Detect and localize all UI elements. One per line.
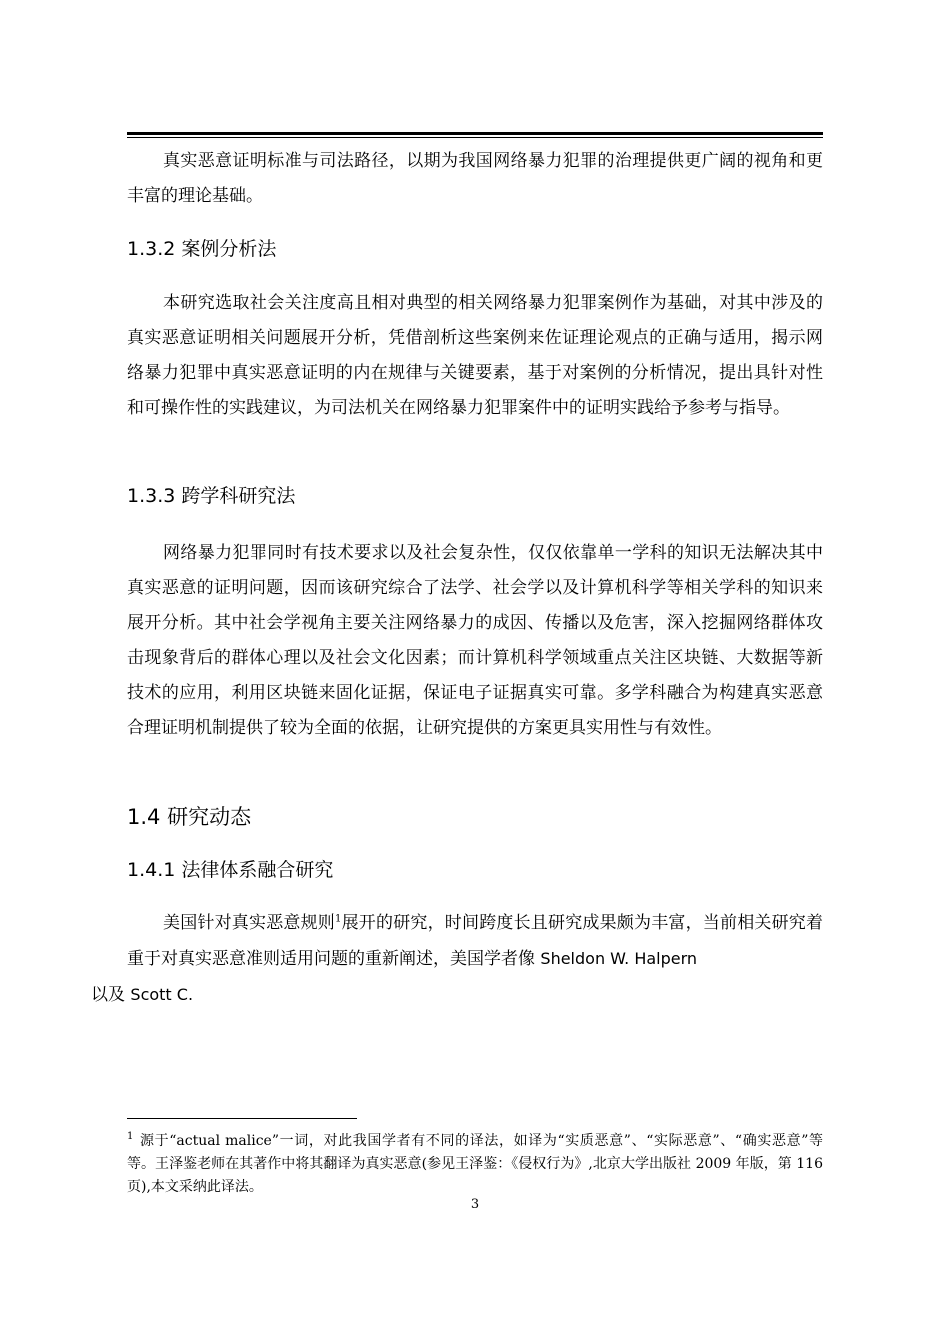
heading-1-3-2: 1.3.2 案例分析法	[127, 238, 277, 260]
paragraph-case-analysis: 本研究选取社会关注度高且相对典型的相关网络暴力犯罪案例作为基础，对其中涉及的真实恶意证明相关问题展开分析，凭借剖析这些案例来佐证理论观点的正确与适用，揭示网络暴力犯罪中真实恶意证明的内在规律与关键要素，基于对案例的分析情况，提出具针对性和可操作性的实践建议，为司法机关在网络暴力犯罪案件中的证明实践给予参考与指导。	[127, 293, 823, 418]
paragraph-continuation: 真实恶意证明标准与司法路径，以期为我国网络暴力犯罪的治理提供更广阔的视角和更丰富的理论基础。	[127, 151, 823, 206]
footnote	[127, 1130, 823, 1199]
scholar-name-scott: Scott C.	[130, 985, 194, 1004]
header-rule-thick	[127, 132, 823, 135]
heading-1-3-3: 1.3.3 跨学科研究法	[127, 485, 296, 507]
footnote-separator	[127, 1118, 357, 1119]
paragraph-interdisciplinary: 网络暴力犯罪同时有技术要求以及社会复杂性，仅仅依靠单一学科的知识无法解决其中真实恶意的证明问题，因而该研究综合了法学、社会学以及计算机科学等相关学科的知识来展开分析。其中社会学视角主要关注网络暴力的成因、传播以及危害，深入挖掘网络群体攻击现象背后的群体心理以及社会文化因素；而计算机科学领域重点关注区块链、大数据等新技术的应用，利用区块链来固化证据，保证电子证据真实可靠。多学科融合为构建真实恶意合理证明机制提供了较为全面的依据，让研究提供的方案更具实用性与有效性。	[127, 543, 823, 738]
footnote-reference[interactable]: 1	[335, 913, 342, 925]
heading-1-4-1: 1.4.1 法律体系融合研究	[127, 859, 334, 881]
document-page	[91, 0, 824, 1344]
page-number: 3	[470, 1197, 480, 1212]
scholar-name-halpern: Sheldon W. Halpern	[540, 949, 698, 968]
header-rule-thin	[127, 137, 823, 138]
footnote-text: 源于“actual malice”一词，对此我国学者有不同的译法，如译为“实质恶意”、“实际恶意”、“确实恶意”等等。王泽鉴老师在其著作中将其翻译为真实恶意(参见王泽鉴：《侵权行为》,北京大学出版社 2009 年版，第 116 页),本文采纳此译法。	[127, 1133, 823, 1195]
footnote-number: 1	[127, 1131, 134, 1143]
paragraph-text-c: 以及	[91, 985, 131, 1005]
paragraph-legal-research	[91, 906, 824, 1013]
paragraph-text-b: 展开的研究，时间跨度长且研究成果颇为丰富，当前相关研究着重于对真实恶意准则适用问题的重新阐述，美国学者像	[127, 913, 824, 969]
paragraph-text-a: 美国针对真实恶意规则	[163, 913, 336, 933]
heading-1-4: 1.4 研究动态	[127, 805, 252, 829]
